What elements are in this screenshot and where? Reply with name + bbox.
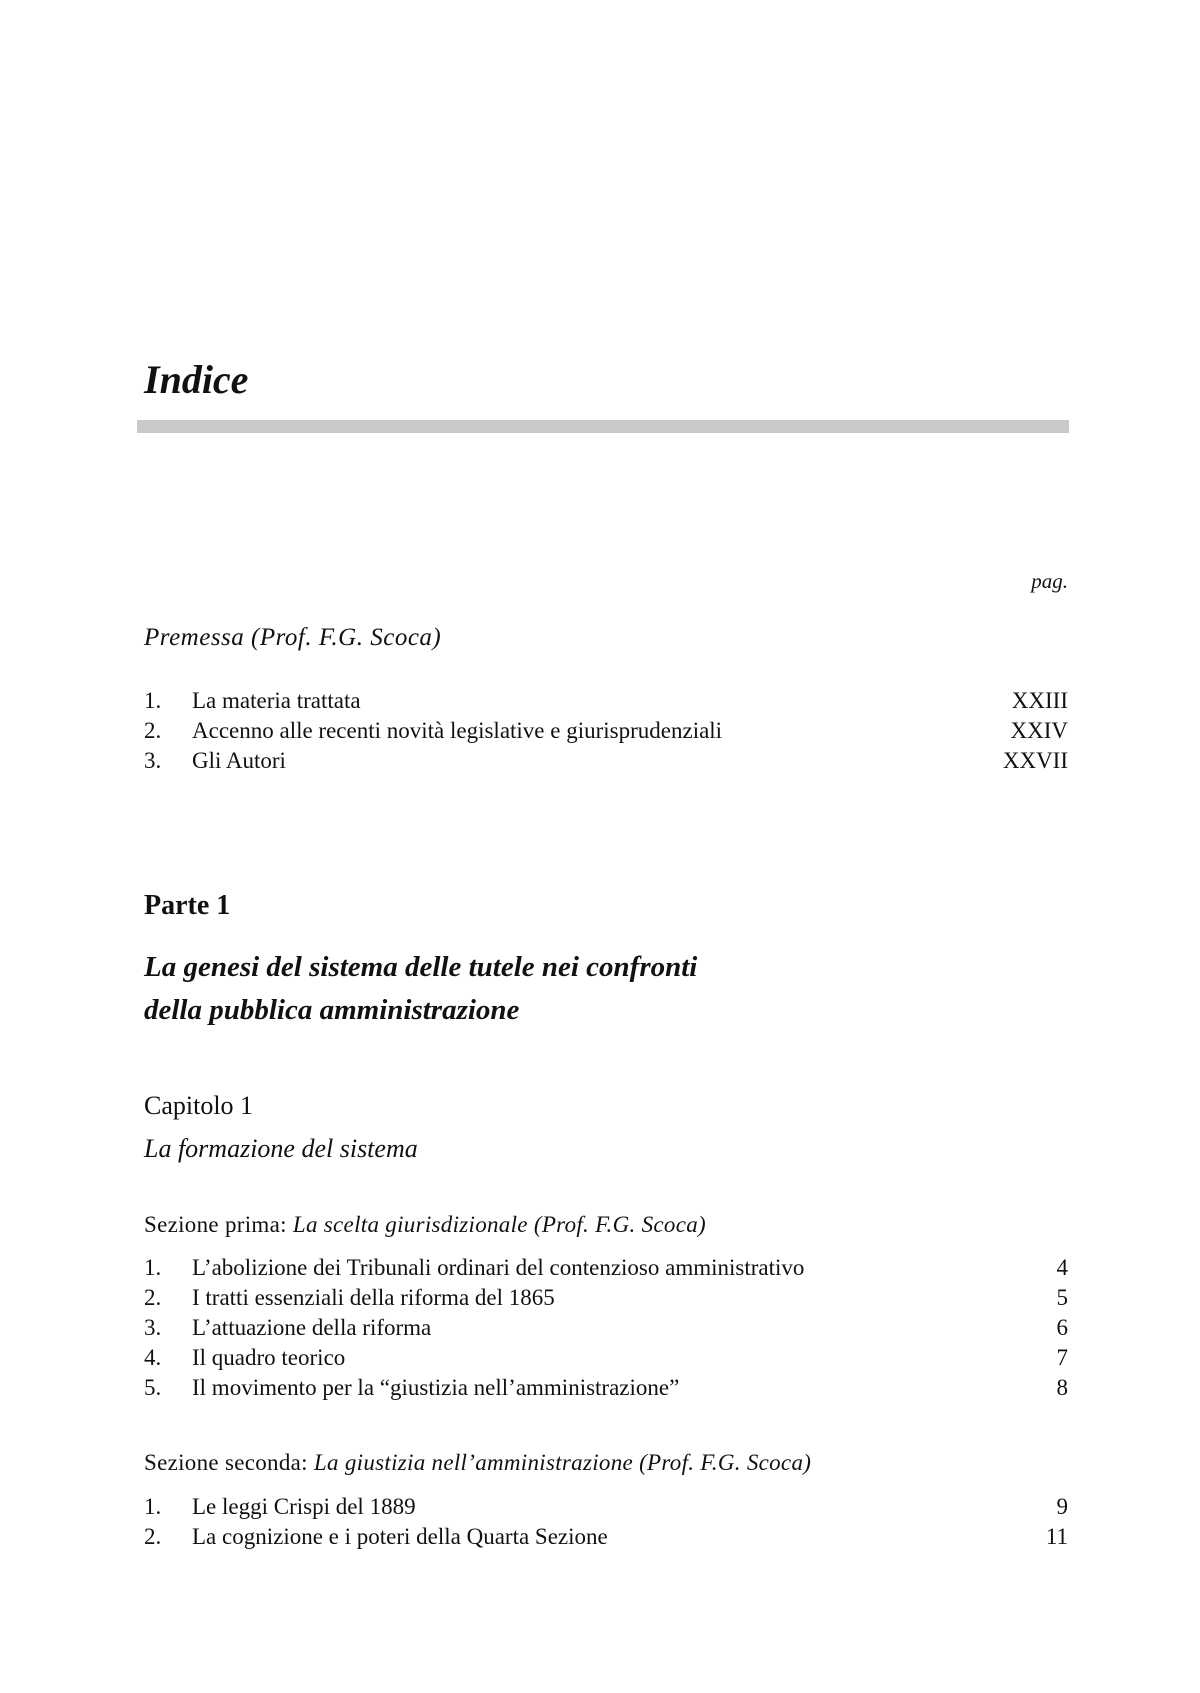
entry-number: 2. (144, 1524, 162, 1549)
entry-title: La materia trattata (192, 688, 361, 713)
toc-entry (144, 688, 1068, 718)
entry-page: 4 (1056, 1255, 1068, 1280)
sezione-prima-heading (144, 1212, 706, 1238)
toc-entry (144, 1315, 1068, 1345)
entry-title: Accenno alle recenti novità legislative e giurisprudenziali (192, 718, 723, 743)
entry-title: L’abolizione dei Tribunali ordinari del contenzioso amministrativo (192, 1255, 805, 1280)
entry-title: Il movimento per la “giustizia nell’amministrazione” (192, 1375, 680, 1400)
page-title: Indice (144, 357, 249, 402)
entry-page: XXIV (1010, 718, 1068, 743)
entry-number: 1. (144, 688, 162, 713)
entry-number: 1. (144, 1255, 162, 1280)
toc-entry (144, 1524, 1068, 1554)
entry-title: Gli Autori (192, 748, 286, 773)
entry-page: XXVII (1002, 748, 1068, 773)
capitolo-title: La formazione del sistema (144, 1134, 418, 1163)
entry-number: 3. (144, 1315, 162, 1340)
entry-title: I tratti essenziali della riforma del 1865 (192, 1285, 555, 1310)
parte-title-line-1: La genesi del sistema delle tutele nei confronti (144, 951, 698, 983)
entry-page: 11 (1045, 1524, 1068, 1549)
entry-title: L’attuazione della riforma (192, 1315, 432, 1340)
sezione-prefix: Sezione prima: (144, 1212, 287, 1237)
entry-number: 2. (144, 718, 162, 743)
entry-page: 9 (1056, 1494, 1068, 1519)
entry-title: Il quadro teorico (192, 1345, 346, 1370)
entry-number: 1. (144, 1494, 162, 1519)
toc-entry (144, 1375, 1068, 1405)
premessa-heading: Premessa (Prof. F.G. Scoca) (144, 624, 442, 651)
toc-entry (144, 1285, 1068, 1315)
toc-entry (144, 718, 1068, 748)
entry-page: 7 (1056, 1345, 1068, 1370)
page-column-label: pag. (1031, 569, 1068, 593)
parte-label: Parte 1 (144, 890, 231, 921)
toc-entry (144, 1255, 1068, 1285)
capitolo-label: Capitolo 1 (144, 1091, 254, 1120)
entry-number: 4. (144, 1345, 162, 1370)
entry-page: 8 (1056, 1375, 1068, 1400)
toc-entry (144, 1345, 1068, 1375)
toc-entry (144, 748, 1068, 778)
parte-title-line-2: della pubblica amministrazione (144, 994, 520, 1026)
entry-number: 3. (144, 748, 162, 773)
sezione-title: La giustizia nell’amministrazione (Prof. F.G. Scoca) (313, 1450, 812, 1475)
entry-title: Le leggi Crispi del 1889 (192, 1494, 416, 1519)
sezione-prefix: Sezione seconda: (144, 1450, 308, 1475)
entry-title: La cognizione e i poteri della Quarta Sezione (192, 1524, 608, 1549)
entry-page: 5 (1056, 1285, 1068, 1310)
premessa-list (144, 688, 1068, 778)
entry-page: 6 (1056, 1315, 1068, 1340)
sezione-prima-list (144, 1255, 1068, 1405)
sezione-seconda-heading (144, 1450, 811, 1476)
sezione-seconda-list (144, 1494, 1068, 1554)
entry-number: 5. (144, 1375, 162, 1400)
toc-entry (144, 1494, 1068, 1524)
entry-page: XXIII (1011, 688, 1068, 713)
title-divider (137, 420, 1069, 433)
sezione-title: La scelta giurisdizionale (Prof. F.G. Scoca) (292, 1212, 706, 1237)
parte-title (144, 946, 697, 1032)
entry-number: 2. (144, 1285, 162, 1310)
